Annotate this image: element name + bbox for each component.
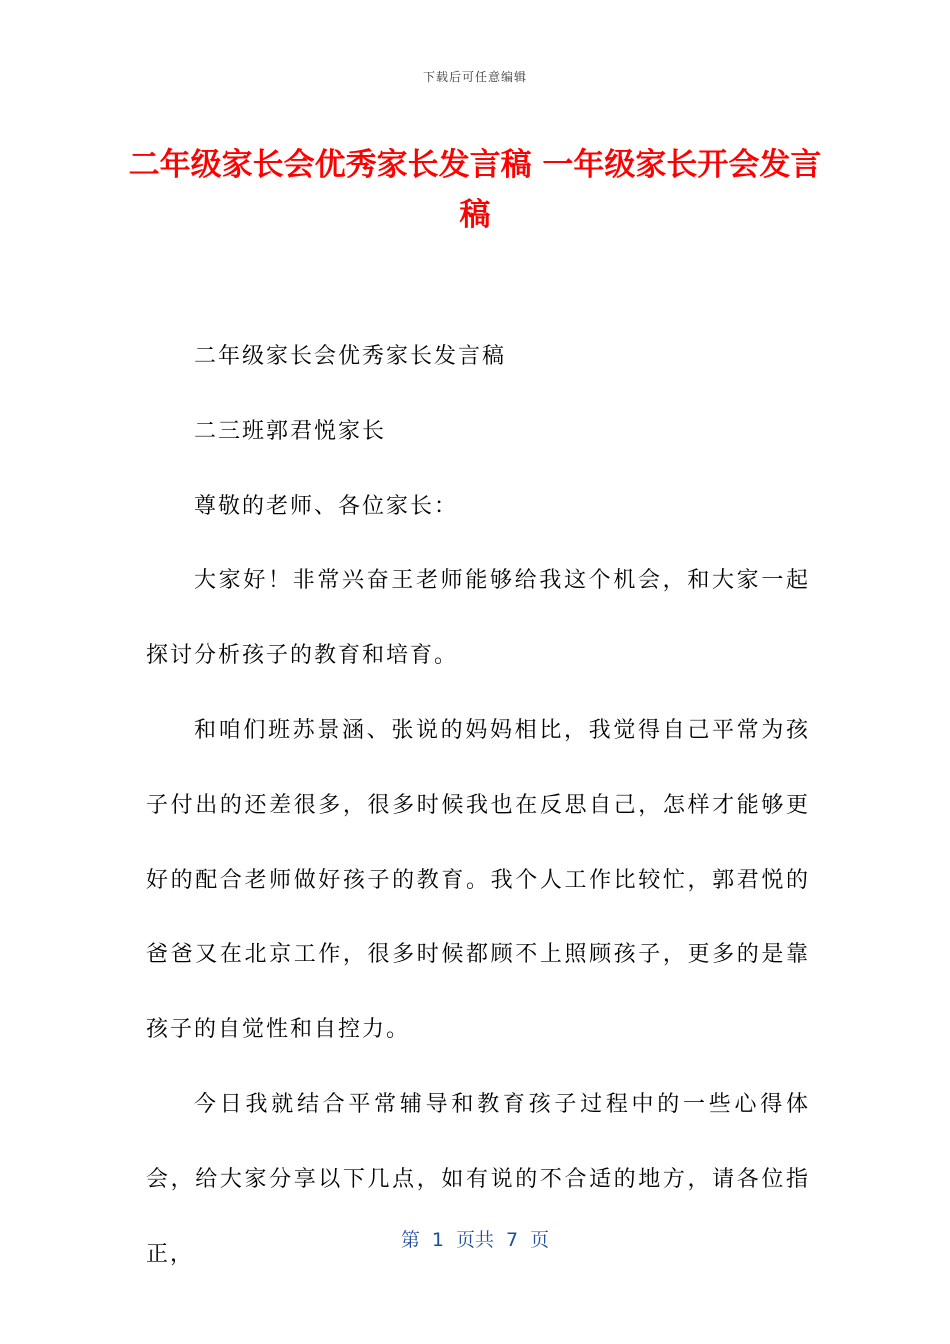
- footer-label-end: 页: [530, 1229, 550, 1251]
- paragraph-author: 二三班郭君悦家长: [194, 418, 387, 444]
- footer-current-page: 1: [431, 1229, 444, 1251]
- paragraph-sharing: 今日我就结合平常辅导和教育孩子过程中的一些心得体会，给大家分享以下几点，如有说的不合适的地方，请各位指正，: [146, 1091, 810, 1267]
- paragraph-heading: 二年级家长会优秀家长发言稿: [194, 344, 507, 369]
- footer-total-pages: 7: [506, 1229, 519, 1251]
- document-body: [146, 320, 810, 1292]
- paragraph-comparison: 和咱们班苏景涵、张说的妈妈相比，我觉得自己平常为孩子付出的还差很多，很多时候我也在反思自己，怎样才能够更好的配合老师做好孩子的教育。我个人工作比较忙，郭君悦的爸爸又在北京工作，很多时候都顾不上照顾孩子，更多的是靠孩子的自觉性和自控力。: [146, 717, 810, 1043]
- paragraph-greeting: 大家好！非常兴奋王老师能够给我这个机会，和大家一起探讨分析孩子的教育和培育。: [146, 568, 810, 669]
- footer-label-page: 第: [400, 1229, 420, 1251]
- footer-label-of: 页共: [455, 1229, 494, 1251]
- page-number-footer: [0, 1225, 950, 1252]
- download-note: 下载后可任意编辑: [422, 70, 527, 84]
- document-title: 二年级家长会优秀家长发言稿 一年级家长开会发言稿: [128, 147, 822, 233]
- paragraph-salutation: 尊敬的老师、各位家长：: [194, 493, 459, 519]
